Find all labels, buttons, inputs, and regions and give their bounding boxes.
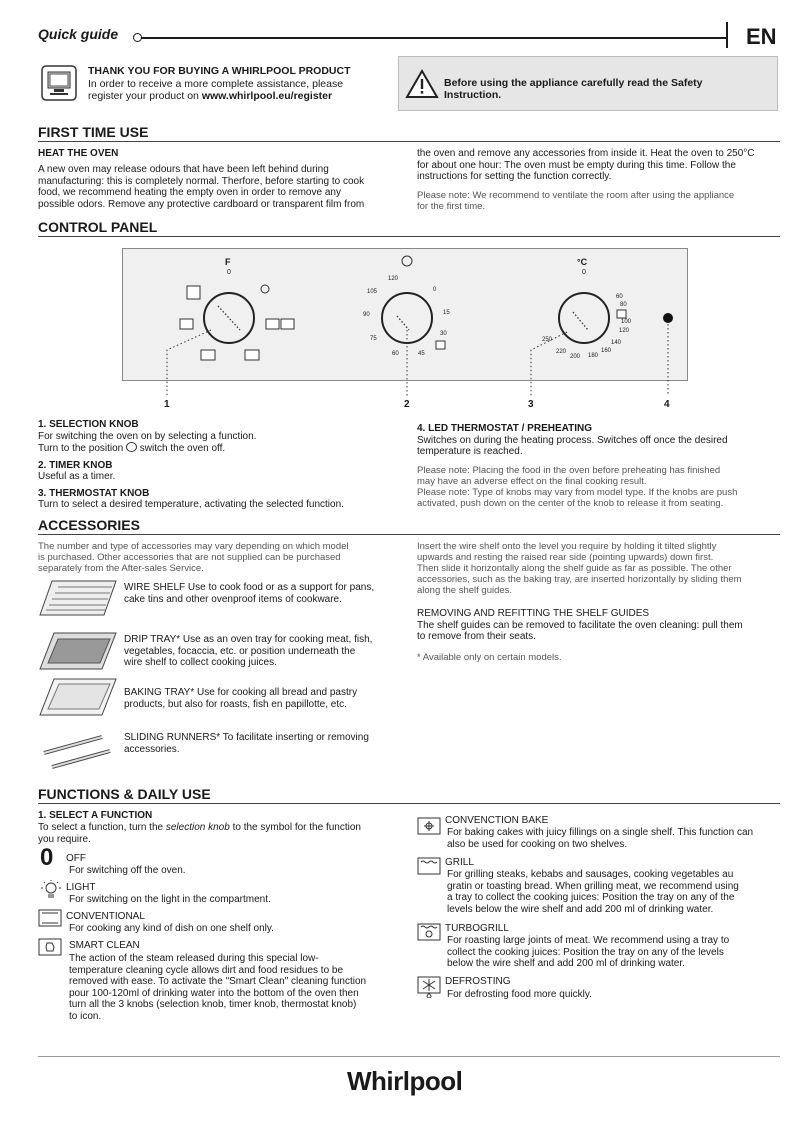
shelf-guides-text [417,608,787,643]
grill-desc [447,869,787,915]
text-line: below the wire shelf and add 200 ml of drinking water. [447,958,685,969]
text-line: Please note: We recommend to ventilate the room after using the appliance [417,190,735,201]
drip-tray-image [40,633,116,669]
knob-descriptions [38,419,408,511]
smart-clean-title: SMART CLEAN [69,940,140,951]
text-line: for about one hour: The oven must be empty during this time. Follow the [417,159,736,171]
text-line: For grilling steaks, kebabs and sausages, cooking vegetables au [447,869,734,880]
thanks-line-2: register your product on [88,90,202,102]
thermostat-knob-desc: Turn to select a desired temperature, activating the selected function. [38,499,344,510]
turbogrill-icon [417,923,441,941]
sliding-runners-desc [124,732,394,755]
led-description [417,423,787,458]
select-function-subheading: 1. SELECT A FUNCTION [38,810,153,821]
text-line: is purchased. Other accessories that are not supplied can be purchased [38,552,341,563]
accessories-intro [38,541,398,574]
text-line: gratin or toasting bread. When grilling meat, we recommend using [447,880,739,892]
knob3-celsius-label: °C [577,257,588,267]
timer-knob-desc: Useful as a timer. [38,471,116,482]
timer-tick-label: 60 [392,351,399,357]
defrosting-title: DEFROSTING [445,976,511,987]
knob1-f-label: F [225,257,231,267]
text-line: Then slide it horizontally along the shelf guide as far as possible. The other [417,563,732,574]
availability-footnote: * Available only on certain models. [417,652,562,663]
light-title: LIGHT [66,882,96,893]
text-line: upwards and resting the raised rear side (pointing upwards) down first. [417,552,714,563]
timer-tick-label: 0 [433,287,437,293]
language-code: EN [746,24,777,49]
light-icon [38,879,64,899]
text-line: also be used for cooking on two shelves. [447,838,628,850]
select-function-intro [38,822,398,845]
text-line: along the shelf guides. [417,585,513,596]
guide-title: Quick guide [38,26,119,42]
text-line: Turn to the position [38,443,127,454]
smart-clean-desc [69,953,399,1022]
off-position-icon [126,442,137,452]
text-line: accessories. [124,743,180,755]
whirlpool-logo: Whirlpool [347,1066,463,1096]
text-line: to remove from their seats. [417,631,536,642]
text-line: may have an adverse effect on the final cooking result. [417,476,647,487]
text-line: For baking cakes with juicy fillings on a single shelf. This function can [447,827,754,838]
text-line: possible odors. Remove any protective cardboard or transparent film from [38,198,365,210]
callout-1: 1 [164,399,170,410]
preheat-notes [417,465,787,509]
text-line: switch the oven off. [137,443,226,454]
text-line: vegetables, focaccia, etc. or position underneath the [124,645,356,657]
text-line: cake tins and other ovenproof items of cookware. [124,593,342,605]
turbogrill-desc [447,935,787,970]
register-link[interactable]: www.whirlpool.eu/register [201,90,333,102]
shelf-insert-text [417,541,787,596]
led-title: 4. LED THERMOSTAT / PREHEATING [417,423,593,434]
thermostat-knob [559,293,609,343]
light-desc: For switching on the light in the compartment. [69,894,271,905]
led-indicator [663,313,673,323]
timer-tick-label: 15 [443,310,450,316]
selection-knob-title: 1. SELECTION KNOB [38,419,139,430]
text-line: to the symbol for the function [229,822,361,833]
functions-heading: FUNCTIONS & DAILY USE [38,786,211,802]
off-icon: 0 [40,844,54,871]
callout-4: 4 [664,399,670,410]
selection-knob [204,293,254,343]
temp-tick-label: 100 [621,319,632,325]
timer-tick-label: 120 [388,276,399,282]
text-line: food, we recommend heating the empty oven in order to remove any [38,187,341,198]
text-line: To select a function, turn the [38,822,166,833]
text-line: separately from the After-sales Service. [38,563,204,574]
defrosting-icon [417,976,441,998]
text-line: wire shelf to collect cooking juices. [124,657,277,668]
text-line: to icon. [69,1010,102,1022]
text-line: Please note: Type of knobs may vary from model type. If the knobs are push [417,487,738,498]
baking-tray-desc [124,687,394,710]
text-line: collect the cooking juices: Position the tray on any of the levels [447,946,724,958]
defrosting-desc: For defrosting food more quickly. [447,989,592,1000]
thermostat-knob-title: 3. THERMOSTAT KNOB [38,487,150,499]
text-line: The shelf guides can be removed to facilitate the oven cleaning: pull them [417,619,743,631]
temp-tick-label: 200 [570,354,581,360]
text-line: Please note: Placing the food in the oven before preheating has finished [417,465,721,476]
temp-tick-label: 60 [616,294,623,300]
shelf-guides-title: REMOVING AND REFITTING THE SHELF GUIDES [417,608,650,619]
text-line: Insert the wire shelf onto the level you require by holding it tilted slightly [417,541,717,552]
text-line: for the first time. [417,201,486,212]
off-title: OFF [66,853,86,864]
section-rule [38,803,780,804]
off-desc: For switching off the oven. [69,865,186,876]
accessories-heading: ACCESSORIES [38,517,140,533]
drip-tray-desc [124,634,394,669]
temp-tick-label: 220 [556,349,567,355]
knob1-zero-label: 0 [227,269,231,276]
temp-tick-label: 120 [619,328,630,334]
conventional-icon [38,909,62,927]
timer-knob-title: 2. TIMER KNOB [38,459,113,471]
text-line: activated, push down on the center of the knob to release it from seating. [417,498,724,509]
convection-bake-desc [447,827,787,850]
text-line: SLIDING RUNNERS* To facilitate inserting or removing [124,732,369,743]
text-line: manufacturing: this is completely normal. Therfore, before starting to cook [38,175,365,187]
grill-title: GRILL [445,857,474,868]
temp-tick-label: 160 [601,348,612,354]
baking-tray-image [40,679,116,715]
warning-line-1: Before using the appliance carefully read the Safety [444,77,703,89]
text-line: pour 100-120ml of drinking water into the bottom of the oven then [69,987,359,999]
text-line: A new oven may release odours that have been left behind during [38,164,329,175]
text-line: DRIP TRAY* Use as an oven tray for cooking meat, fish, [124,634,373,645]
control-panel-drawing [0,0,802,420]
convection-bake-icon [417,817,441,835]
wire-shelf-image [40,581,116,615]
text-line: temperature cleaning cycle allows dirt and food residues to be [69,964,344,976]
smart-clean-icon [38,938,62,956]
timer-tick-label: 45 [418,351,425,357]
text-line: WIRE SHELF Use to cook food or as a support for pans, [124,582,375,593]
text-line: BAKING TRAY* Use for cooking all bread and pastry [124,687,358,698]
first-time-use-heading: FIRST TIME USE [38,124,149,140]
text-line: For roasting large joints of meat. We recommend using a tray to [447,935,730,946]
sliding-runners-image [44,737,110,767]
temp-tick-label: 140 [611,340,622,346]
wire-shelf-desc [124,582,394,605]
conventional-title: CONVENTIONAL [66,911,145,922]
timer-tick-label: 30 [440,331,447,337]
knob3-zero-label: 0 [582,269,586,276]
thanks-line-1: In order to receive a more complete assistance, please [88,77,344,90]
timer-tick-label: 90 [363,312,370,318]
section-rule [38,534,780,535]
temp-tick-label: 250 [542,337,553,343]
warning-line-2: Instruction. [444,89,502,101]
accessory-illustrations [38,577,118,777]
turbogrill-title: TURBOGRILL [445,923,509,934]
grill-icon [417,857,441,875]
text-line: the oven and remove any accessories from inside it. Heat the oven to 250°C [417,148,755,159]
text-line: The action of the steam released during this special low- [69,953,319,964]
thanks-title: THANK YOU FOR BUYING A WHIRLPOOL PRODUCT [88,65,351,77]
text-line: instructions for setting the function correctly. [417,171,612,182]
footer-rule [38,1056,780,1057]
text-line: products, but also for roasts, fish en papillotte, etc. [124,698,347,710]
text-line: The number and type of accessories may vary depending on which model [38,541,349,552]
text-line: removed with ease. To activate the "Smart Clean" cleaning function [69,976,367,987]
timer-tick-label: 105 [367,289,378,295]
text-line: levels below the wire shelf and add 200 ml of drinking water. [447,903,714,915]
conventional-desc: For cooking any kind of dish on one shelf only. [69,923,274,934]
text-line: turn all the 3 knobs (selection knob, timer knob, thermostat knob) [69,999,357,1010]
text-emphasis: selection knob [165,822,230,833]
temp-tick-label: 180 [588,353,599,359]
text-line: you require. [38,833,91,845]
text-line: a tray to collect the cooking juices: Position the tray on any of the [447,892,735,903]
callout-2: 2 [404,399,410,410]
text-line: accessories, such as the baking tray, are inserted horizontally by sliding them [417,574,742,585]
callout-3: 3 [528,399,534,410]
heat-oven-subheading: HEAT THE OVEN [38,148,119,159]
timer-tick-label: 75 [370,336,377,342]
text-line: temperature is reached. [417,446,523,457]
control-panel-heading: CONTROL PANEL [38,219,158,235]
convection-bake-title: CONVENCTION BAKE [445,815,549,826]
selection-knob-desc: For switching the oven on by selecting a function. [38,430,257,442]
text-line: Switches on during the heating process. Switches off once the desired [417,434,728,446]
temp-tick-label: 80 [620,302,627,308]
